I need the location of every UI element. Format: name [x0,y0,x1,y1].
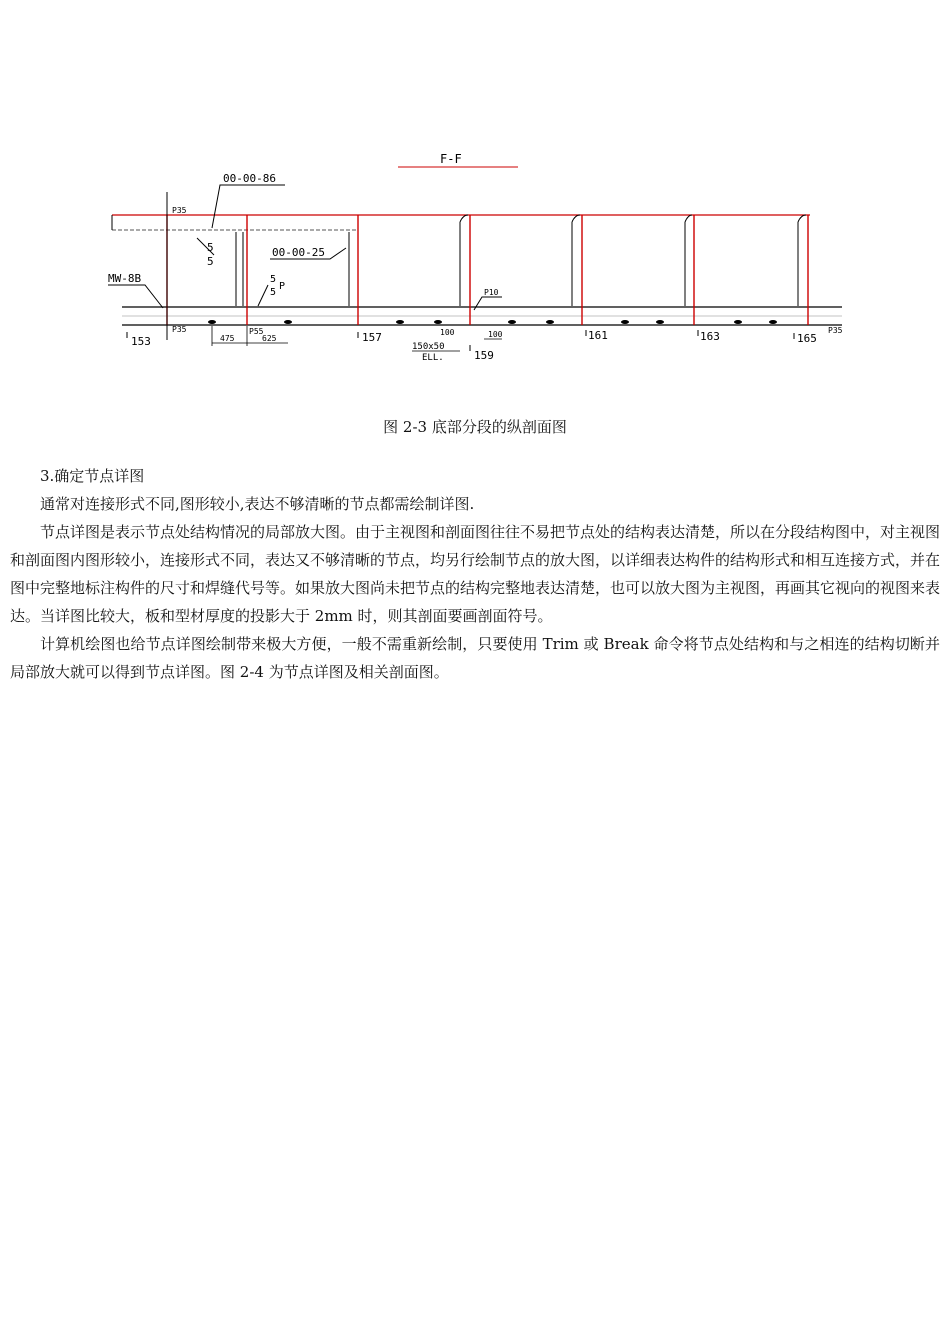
weld-symbol: P [279,281,286,292]
part-number-label: 00-00-86 [223,172,276,185]
ell-label: ELL. [422,353,444,363]
p35-label: P35 [828,326,843,335]
mw-label: MW-8B [108,272,142,285]
frame-number-153: 153 [131,335,151,348]
weld-symbol: 5 [270,274,277,285]
section-drawing [100,140,860,380]
frame-number-165: 165 [797,332,817,345]
weld-symbol: 5 [207,241,214,254]
section-label: F-F [440,152,462,166]
p35-label: P35 [172,325,187,334]
weld-symbol: 5 [207,255,214,268]
frame-number-159: 159 [474,349,494,362]
leader-line [258,285,268,306]
paragraph: 计算机绘图也给节点详图绘制带来极大方便，一般不需重新绘制，只要使用 Trim 或 Break 命令将节点处结构和与之相连的结构切断并局部放大就可以得到节点详图。图 2-4 为节点详图及相关剖面图。 [10,635,940,681]
section-heading: 3.确定节点详图 [40,467,145,485]
frame-number-163: 163 [700,330,720,343]
floor-lines [167,215,808,325]
p35-label: P35 [172,206,187,215]
dimension-label: 100 [488,330,503,339]
dimension-label: 100 [440,328,455,337]
paragraph: 通常对连接形式不同,图形较小,表达不够清晰的节点都需绘制详图. [40,495,475,513]
body-text [10,462,940,686]
dimension-label: 625 [262,334,277,343]
frame-number-157: 157 [362,331,382,344]
bottom-plate-holes [208,320,777,324]
leader-line [474,297,502,310]
p55-label: P55 [249,327,264,336]
weld-symbol: 5 [270,287,277,298]
part-number-label: 00-00-25 [272,246,325,259]
angle-size-label: 150x50 [412,342,445,352]
frame-number-161: 161 [588,329,608,342]
paragraph: 节点详图是表示节点处结构情况的局部放大图。由于主视图和剖面图往往不易把节点处的结构表达清楚，所以在分段结构图中，对主视图和剖面图内图形较小，连接形式不同，表达又不够清晰的节点，均另行绘制节点的放大图，以详细表达构件的结构形式和相互连接方式，并在图中完整地标注构件的尺寸和焊缝代号等。如果放大图尚未把节点的结构完整地表达清楚，也可以放大图为主视图，再画其它视向的视图来表达。当详图比较大，板和型材厚度的投影大于 2mm 时，则其剖面要画剖面符号。 [10,523,941,625]
leader-line [108,285,163,308]
figure-caption: 图 2-3 底部分段的纵剖面图 [383,418,567,436]
p10-label: P10 [484,288,499,297]
dimension-label: 475 [220,334,235,343]
leader-line [212,185,285,228]
stiffeners [236,215,806,306]
